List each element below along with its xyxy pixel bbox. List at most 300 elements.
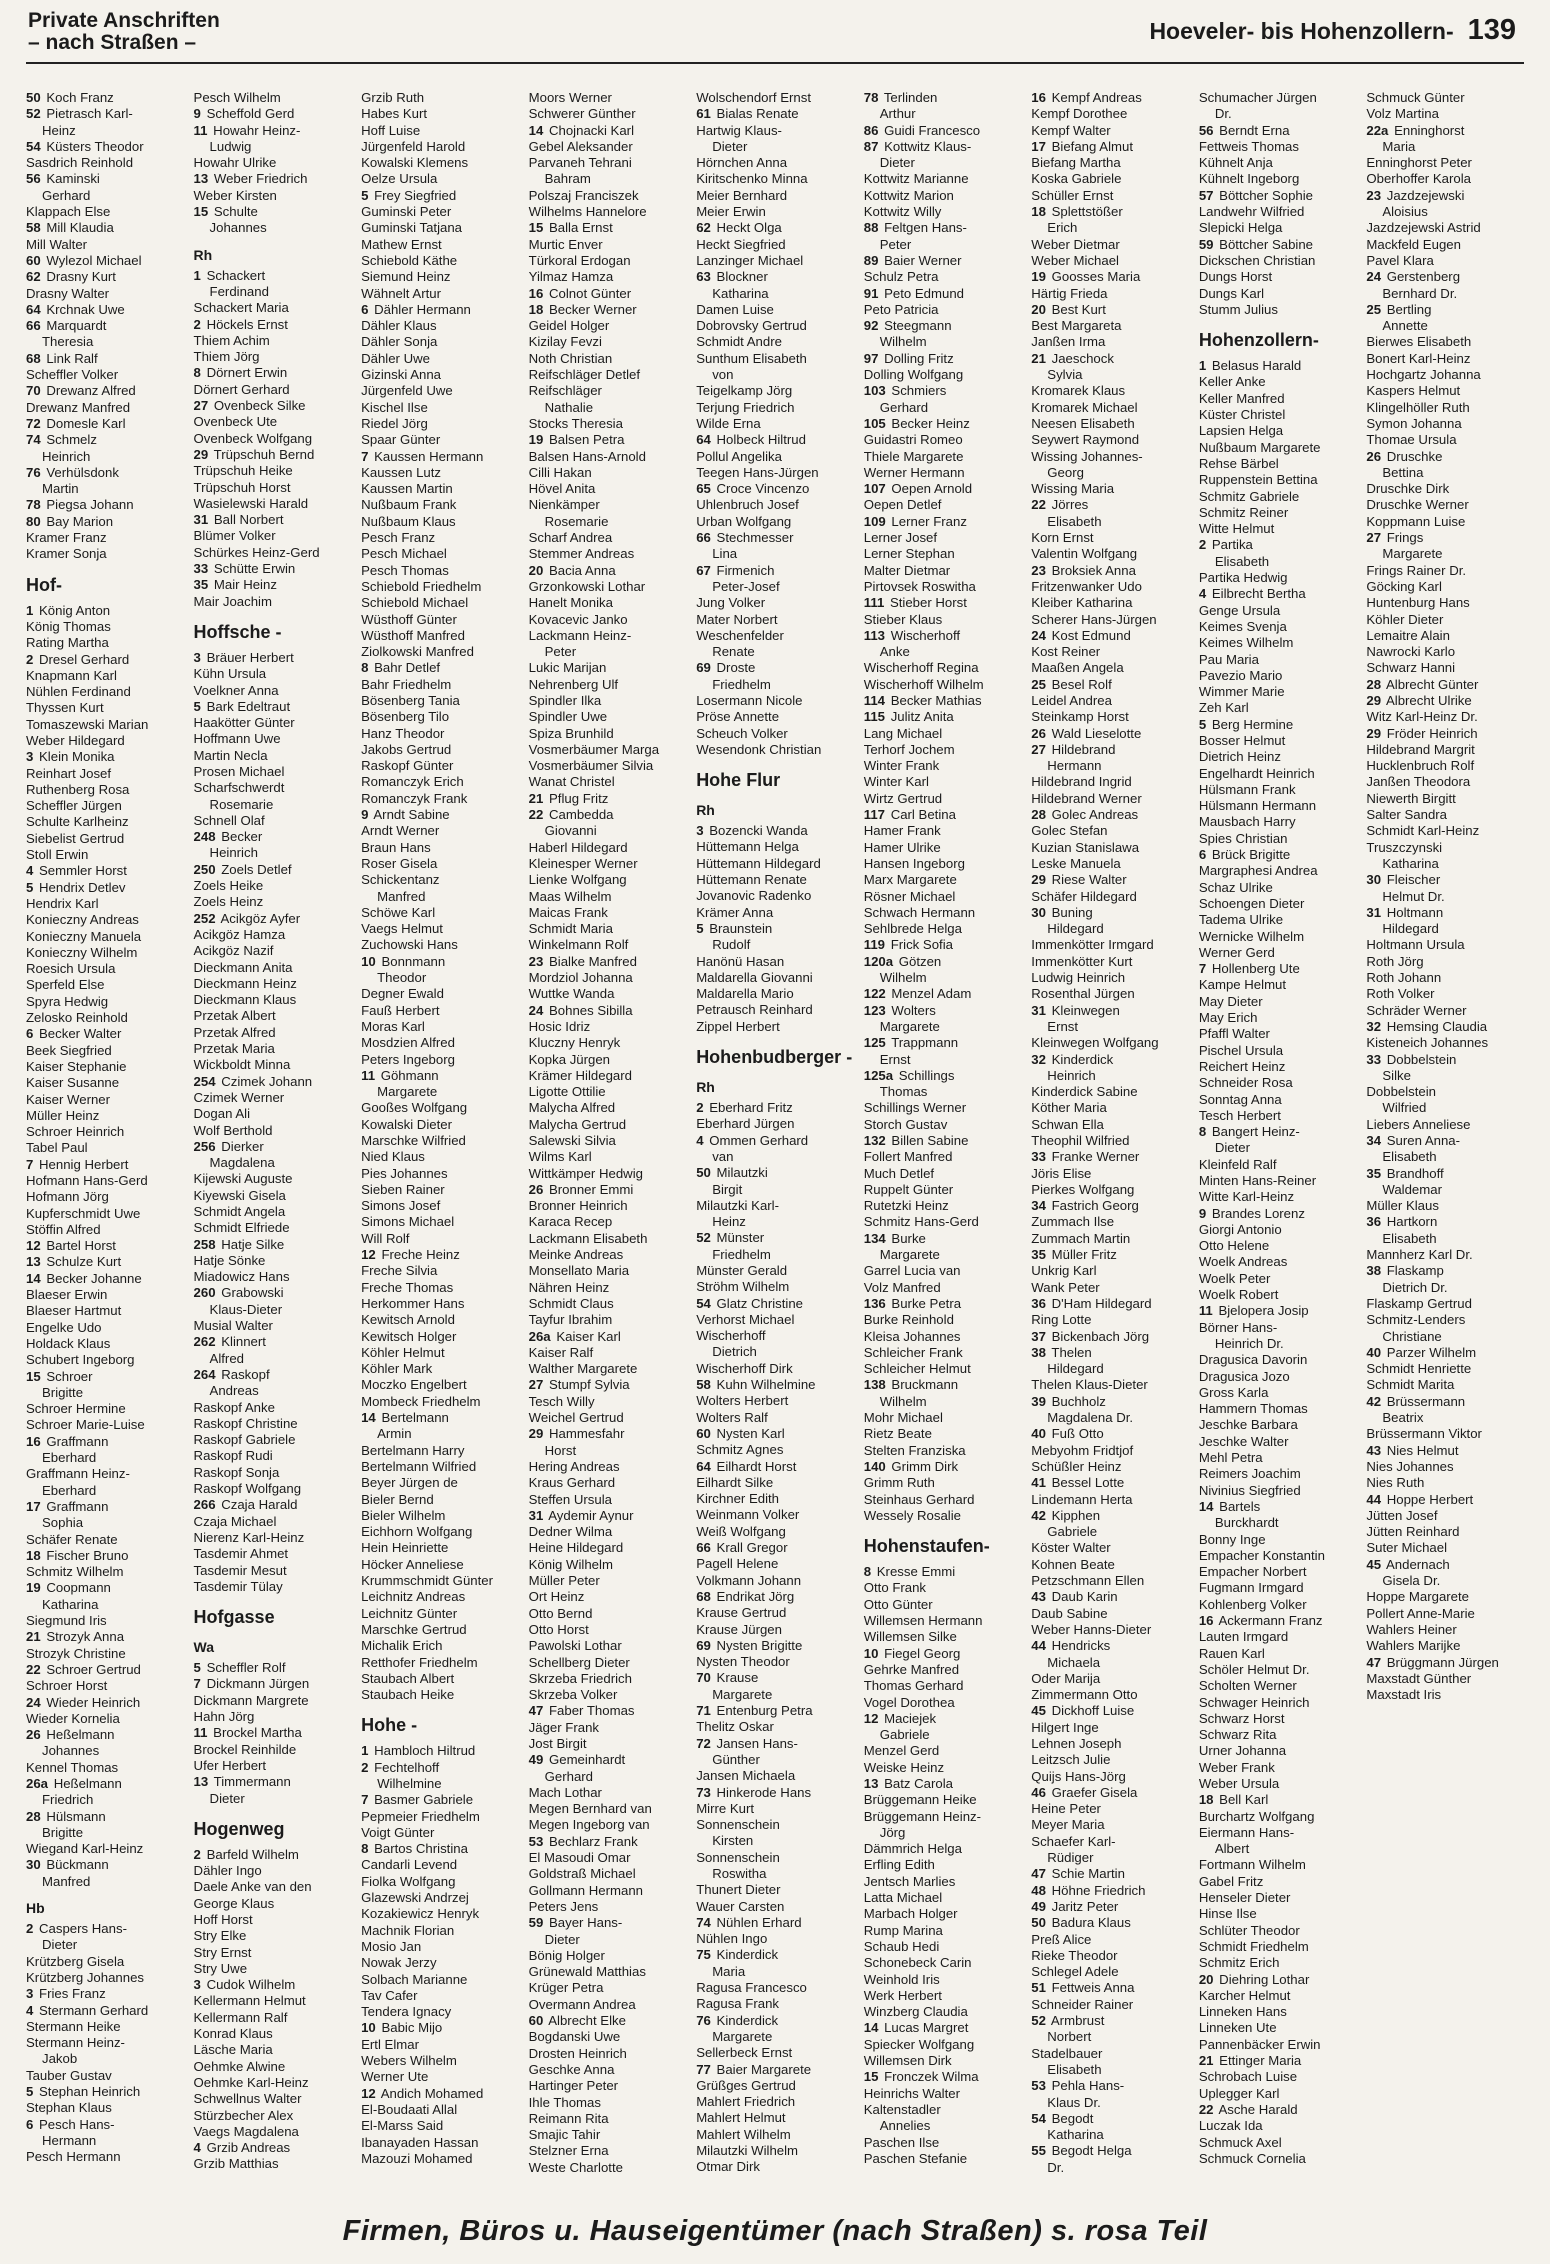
resident-name: Wilms Karl bbox=[528, 1149, 592, 1165]
resident-name: Schmiers bbox=[891, 383, 947, 399]
house-number: 250 bbox=[193, 861, 216, 877]
resident-name: Schmitz Hans-Gerd bbox=[863, 1214, 979, 1230]
listing-entry bbox=[1366, 1443, 1524, 1459]
resident-name: Glatz Christine bbox=[716, 1295, 804, 1311]
resident-name: Mill Walter bbox=[26, 236, 88, 252]
listing-entry bbox=[1199, 912, 1357, 928]
listing-continuation bbox=[26, 1792, 184, 1808]
resident-name: Coopmann bbox=[46, 1580, 111, 1596]
resident-name: Roth Johann bbox=[1366, 970, 1442, 986]
resident-name: Stieber Klaus bbox=[863, 611, 943, 627]
listing-entry bbox=[194, 106, 352, 122]
resident-name: Gizinski Anna bbox=[361, 367, 441, 383]
listing-entry bbox=[1199, 2151, 1357, 2167]
listing-entry bbox=[696, 1785, 854, 1801]
house-number: 8 bbox=[361, 1841, 369, 1857]
listing-entry bbox=[696, 1361, 854, 1377]
resident-name: Drasny Walter bbox=[26, 285, 110, 301]
house-number: 34 bbox=[1366, 1133, 1382, 1148]
listing-entry bbox=[529, 90, 687, 106]
listing-entry bbox=[529, 774, 687, 790]
resident-name: Wirtz Gertrud bbox=[863, 790, 943, 806]
listing-entry bbox=[696, 1459, 854, 1475]
listing-entry bbox=[1031, 2013, 1189, 2029]
listing-continuation bbox=[26, 188, 184, 204]
resident-name: Fleischer bbox=[1386, 872, 1441, 888]
resident-name: Gerhard bbox=[42, 187, 91, 203]
house-number: 5 bbox=[1198, 716, 1207, 732]
listing-continuation bbox=[864, 1052, 1022, 1068]
listing-entry bbox=[696, 481, 854, 497]
resident-name: Zummach Martin bbox=[1031, 1230, 1131, 1246]
house-number: 125 bbox=[863, 1035, 886, 1051]
resident-name: Bacia Anna bbox=[548, 562, 616, 578]
listing-entry bbox=[361, 1182, 519, 1198]
resident-name: Krützberg Gisela bbox=[26, 1953, 125, 1969]
resident-name: Margarete bbox=[1382, 546, 1443, 562]
resident-name: Ernst bbox=[1047, 1018, 1079, 1034]
resident-name: Grüßges Gertrud bbox=[696, 2077, 796, 2093]
listing-entry bbox=[26, 1369, 184, 1385]
house-number: 42 bbox=[1031, 1507, 1046, 1523]
resident-name: Lanzinger Michael bbox=[696, 252, 804, 268]
resident-name: Otto Helene bbox=[1198, 1238, 1270, 1254]
listing-entry bbox=[361, 1296, 519, 1312]
resident-name: Raskopf Wolfgang bbox=[193, 1481, 302, 1497]
listing-continuation bbox=[1366, 1573, 1524, 1589]
resident-name: Becker Mathias bbox=[890, 692, 982, 708]
listing-entry bbox=[194, 1123, 352, 1139]
resident-name: Schleicher Helmut bbox=[863, 1361, 971, 1377]
listing-entry bbox=[1366, 1133, 1524, 1149]
house-number: 75 bbox=[696, 1947, 711, 1963]
resident-name: Krall Gregor bbox=[716, 1540, 788, 1556]
listing-entry bbox=[1366, 253, 1524, 269]
resident-name: Malycha Alfred bbox=[528, 1100, 616, 1116]
resident-name: Kempf Andreas bbox=[1051, 90, 1142, 105]
resident-name: Volkmann Johann bbox=[696, 1572, 802, 1588]
listing-entry bbox=[529, 1655, 687, 1671]
resident-name: Werk Herbert bbox=[863, 1987, 942, 2003]
house-number: 109 bbox=[863, 513, 886, 529]
resident-name: Schmelz bbox=[46, 432, 97, 448]
listing-continuation bbox=[1031, 1655, 1189, 1671]
house-number: 54 bbox=[696, 1295, 711, 1311]
resident-name: Pierkes Wolfgang bbox=[1031, 1181, 1135, 1197]
listing-entry bbox=[1031, 302, 1189, 318]
listing-continuation bbox=[1199, 554, 1357, 570]
resident-name: Schmitz Reiner bbox=[1198, 504, 1289, 520]
listing-entry bbox=[194, 2042, 352, 2058]
resident-name: Wieder Kornelia bbox=[26, 1710, 120, 1726]
listing-entry bbox=[194, 1497, 352, 1513]
listing-entry bbox=[1031, 1312, 1189, 1328]
resident-name: Tayfur Ibrahim bbox=[528, 1312, 613, 1328]
listing-entry bbox=[529, 1198, 687, 1214]
house-number: 68 bbox=[696, 1588, 711, 1604]
resident-name: Hollenberg Ute bbox=[1211, 961, 1300, 977]
listing-entry bbox=[26, 1271, 184, 1287]
resident-name: Wickboldt Minna bbox=[193, 1057, 291, 1073]
resident-name: Börner Hans- bbox=[1198, 1319, 1278, 1335]
resident-name: Lackmann Elisabeth bbox=[528, 1230, 648, 1246]
listing-entry bbox=[529, 2078, 687, 2094]
resident-name: Schubert Ingeborg bbox=[26, 1352, 135, 1368]
resident-name: Heßelmann bbox=[53, 1775, 122, 1791]
resident-name: Acikgöz Nazif bbox=[193, 943, 274, 959]
resident-name: Kellermann Helmut bbox=[193, 1993, 306, 2009]
house-number: 20 bbox=[1198, 1971, 1214, 1987]
resident-name: Schackert Maria bbox=[193, 300, 289, 316]
listing-entry bbox=[1199, 1352, 1357, 1368]
house-number: 28 bbox=[1366, 676, 1382, 692]
listing-entry bbox=[194, 927, 352, 943]
resident-name: Biefang Martha bbox=[1031, 155, 1121, 171]
house-number: 26 bbox=[1031, 725, 1046, 741]
listing-entry bbox=[361, 563, 519, 579]
listing-entry bbox=[194, 1863, 352, 1879]
resident-name: Klappach Else bbox=[26, 204, 111, 220]
resident-name: Schlüter Theodor bbox=[1198, 1922, 1300, 1938]
house-number: 68 bbox=[26, 350, 41, 366]
resident-name: Lehnen Joseph bbox=[1031, 1735, 1122, 1751]
listing-entry bbox=[529, 1019, 687, 1035]
resident-name: Pesch Franz bbox=[361, 530, 436, 546]
house-number: 21 bbox=[1031, 350, 1046, 366]
listing-entry bbox=[529, 188, 687, 204]
resident-name: Brück Brigitte bbox=[1211, 847, 1291, 863]
resident-name: Brüggmann Jürgen bbox=[1386, 1654, 1499, 1670]
listing-entry bbox=[1366, 612, 1524, 628]
resident-name: Kennel Thomas bbox=[26, 1759, 119, 1775]
resident-name: Beatrix bbox=[1382, 1410, 1424, 1426]
resident-name: Wernicke Wilhelm bbox=[1198, 928, 1305, 944]
listing-entry bbox=[529, 1720, 687, 1736]
resident-name: Göcking Karl bbox=[1366, 578, 1442, 594]
resident-name: Meinke Andreas bbox=[528, 1247, 624, 1263]
resident-name: Hamer Ulrike bbox=[863, 839, 941, 855]
house-number: 20 bbox=[528, 562, 544, 578]
listing-entry bbox=[529, 1834, 687, 1850]
resident-name: Schroer Gertrud bbox=[46, 1661, 141, 1677]
listing-continuation bbox=[696, 1866, 854, 1882]
resident-name: Hoffmann Uwe bbox=[193, 731, 281, 747]
house-number: 50 bbox=[696, 1165, 711, 1181]
listing-entry bbox=[1031, 1377, 1189, 1393]
listing-entry bbox=[1031, 1752, 1189, 1768]
listing-continuation bbox=[1366, 1410, 1524, 1426]
listing-entry bbox=[864, 204, 1022, 220]
house-number: 15 bbox=[528, 220, 544, 236]
listing-entry bbox=[1031, 774, 1189, 790]
resident-name: Wank Peter bbox=[1031, 1279, 1100, 1295]
resident-name: Balla Ernst bbox=[548, 220, 613, 236]
house-number: 9 bbox=[1198, 1205, 1207, 1221]
resident-name: Roser Gisela bbox=[361, 855, 438, 871]
listing-entry bbox=[361, 546, 519, 562]
resident-name: Eichhorn Wolfgang bbox=[361, 1524, 473, 1540]
listing-entry bbox=[696, 1133, 854, 1149]
resident-name: Terhorf Jochem bbox=[863, 741, 955, 757]
listing-entry bbox=[1366, 677, 1524, 693]
listing-entry bbox=[1199, 1026, 1357, 1042]
resident-name: Scheffold Gerd bbox=[206, 106, 295, 122]
resident-name: Kaussen Hermann bbox=[374, 448, 484, 464]
resident-name: Korn Ernst bbox=[1031, 530, 1094, 546]
resident-name: Margarete bbox=[879, 1247, 940, 1263]
resident-name: Cilli Hakan bbox=[528, 464, 592, 480]
resident-name: Balsen Hans-Arnold bbox=[528, 448, 646, 464]
resident-name: Bräuer Herbert bbox=[206, 649, 294, 665]
resident-name: Keller Manfred bbox=[1198, 390, 1285, 406]
resident-name: Hochgartz Johanna bbox=[1366, 367, 1481, 383]
listing-continuation bbox=[26, 1597, 184, 1613]
listing-entry bbox=[529, 970, 687, 986]
street-heading: Hof- bbox=[26, 574, 62, 595]
listing-entry bbox=[864, 1955, 1022, 1971]
listing-continuation bbox=[26, 481, 184, 497]
resident-name: Flaskamp bbox=[1386, 1263, 1444, 1279]
listing-entry bbox=[864, 253, 1022, 269]
resident-name: Kottwitz Marianne bbox=[863, 171, 969, 187]
resident-name: Keimes Svenja bbox=[1198, 618, 1287, 634]
resident-name: Maas Wilhelm bbox=[528, 888, 612, 904]
resident-name: Ovenbeck Ute bbox=[193, 414, 278, 430]
resident-name: Schwarz Rita bbox=[1198, 1727, 1277, 1743]
listing-entry bbox=[864, 139, 1022, 155]
listing-entry bbox=[696, 2013, 854, 2029]
resident-name: Brüssermann bbox=[1386, 1393, 1466, 1409]
resident-name: Geschke Anna bbox=[528, 2061, 615, 2077]
listing-entry bbox=[864, 318, 1022, 334]
resident-name: Drewanz Manfred bbox=[26, 399, 131, 415]
resident-name: Ball Norbert bbox=[213, 512, 284, 528]
resident-name: Landwehr Wilfried bbox=[1198, 204, 1305, 220]
resident-name: Mackfeld Eugen bbox=[1366, 236, 1461, 252]
resident-name: Stephan Klaus bbox=[26, 2100, 112, 2116]
house-number: 47 bbox=[1366, 1654, 1382, 1670]
listing-entry bbox=[26, 929, 184, 945]
resident-name: Stocks Theresia bbox=[528, 415, 623, 431]
listing-continuation bbox=[1031, 1019, 1189, 1035]
resident-name: Graefer Gisela bbox=[1051, 1784, 1138, 1800]
resident-name: Much Detlef bbox=[863, 1165, 935, 1181]
resident-name: Fronczek Wilma bbox=[884, 2069, 979, 2085]
resident-name: Fritzenwanker Udo bbox=[1031, 578, 1142, 594]
house-number: 26a bbox=[528, 1328, 551, 1344]
listing-entry bbox=[1366, 334, 1524, 350]
listing-entry bbox=[864, 302, 1022, 318]
listing-entry bbox=[1366, 1084, 1524, 1100]
listing-entry bbox=[26, 318, 184, 334]
listing-entry bbox=[361, 90, 519, 106]
resident-name: Bozencki Wanda bbox=[709, 823, 808, 839]
resident-name: Hein Heinriette bbox=[361, 1540, 449, 1556]
listing-continuation bbox=[696, 1214, 854, 1230]
house-number: 66 bbox=[696, 530, 711, 546]
listing-entry bbox=[864, 2037, 1022, 2053]
listing-entry bbox=[1366, 1606, 1524, 1622]
listing-entry bbox=[194, 1758, 352, 1774]
listing-entry bbox=[1199, 1743, 1357, 1759]
house-number: 117 bbox=[863, 807, 886, 823]
resident-name: Hoff Horst bbox=[193, 1911, 253, 1927]
resident-name: Mehl Petra bbox=[1198, 1450, 1263, 1466]
listing-entry bbox=[1366, 1524, 1524, 1540]
resident-name: Wieder Heinrich bbox=[46, 1694, 141, 1710]
resident-name: Karaca Recep bbox=[528, 1214, 613, 1230]
listing-entry bbox=[696, 1230, 854, 1246]
house-number: 9 bbox=[193, 106, 201, 122]
listing-entry bbox=[864, 432, 1022, 448]
resident-name: Hammesfahr bbox=[548, 1426, 625, 1442]
resident-name: Latta Michael bbox=[863, 1890, 943, 1906]
resident-name: Mombeck Friedhelm bbox=[361, 1393, 481, 1409]
listing-entry bbox=[529, 1231, 687, 1247]
resident-name: Teigelkamp Jörg bbox=[696, 383, 793, 399]
resident-name: Thomae Ursula bbox=[1366, 432, 1457, 448]
listing-entry bbox=[361, 2053, 519, 2069]
resident-name: El-Boudaati Allal bbox=[361, 2101, 458, 2117]
resident-name: Eilbrecht Bertha bbox=[1211, 586, 1306, 602]
listing-entry bbox=[194, 1945, 352, 1961]
resident-name: Mebyohm Fridtjof bbox=[1031, 1442, 1134, 1458]
resident-name: Klaus Dr. bbox=[1047, 2094, 1101, 2110]
listing-entry bbox=[529, 1948, 687, 1964]
resident-name: Lauten Irmgard bbox=[1198, 1629, 1289, 1645]
house-number: 6 bbox=[1198, 847, 1207, 863]
listing-entry bbox=[529, 1345, 687, 1361]
listing-entry bbox=[26, 1776, 184, 1792]
resident-name: Holtmann bbox=[1386, 904, 1444, 920]
resident-name: Kaiser Susanne bbox=[26, 1075, 120, 1091]
resident-name: Kaussen Martin bbox=[361, 481, 453, 497]
resident-name: Hilgert Inge bbox=[1031, 1719, 1099, 1735]
listing-entry bbox=[361, 1557, 519, 1573]
listing-entry bbox=[529, 367, 687, 383]
listing-continuation bbox=[696, 644, 854, 660]
listing-entry bbox=[1031, 1296, 1189, 1312]
listing-entry bbox=[529, 1606, 687, 1622]
resident-name: Grzonkowski Lothar bbox=[528, 578, 646, 594]
listing-entry bbox=[696, 2159, 854, 2175]
listing-entry bbox=[361, 432, 519, 448]
resident-name: Schumacher Jürgen bbox=[1198, 90, 1317, 105]
resident-name: Köster Walter bbox=[1031, 1540, 1111, 1556]
resident-name: Schaub Hedi bbox=[863, 1938, 940, 1954]
listing-entry bbox=[1199, 1923, 1357, 1939]
listing-entry bbox=[1199, 1271, 1357, 1287]
house-number: 3 bbox=[26, 749, 34, 765]
resident-name: Thiele Margarete bbox=[863, 448, 964, 464]
listing-entry bbox=[1199, 2069, 1357, 2085]
listing-entry bbox=[1199, 1564, 1357, 1580]
resident-name: Nühlen Erhard bbox=[716, 1914, 802, 1930]
resident-name: Thunert Dieter bbox=[696, 1882, 781, 1898]
listing-entry bbox=[529, 106, 687, 122]
house-number: 3 bbox=[193, 1977, 201, 1993]
listing-entry bbox=[1366, 1052, 1524, 1068]
listing-entry bbox=[1199, 1157, 1357, 1173]
resident-name: Bohnes Sibilla bbox=[548, 1002, 633, 1018]
house-number: 37 bbox=[1031, 1328, 1046, 1344]
resident-name: Romanczyk Frank bbox=[361, 790, 468, 806]
listing-entry bbox=[864, 823, 1022, 839]
listing-entry bbox=[26, 896, 184, 912]
resident-name: Weber Ursula bbox=[1198, 1775, 1280, 1791]
resident-name: Uhlenbruch Josef bbox=[696, 497, 799, 513]
resident-name: Bonnmann bbox=[381, 953, 446, 969]
resident-name: Peter-Josef bbox=[712, 578, 780, 594]
resident-name: Ufer Herbert bbox=[193, 1757, 267, 1773]
house-number: 38 bbox=[1031, 1344, 1046, 1360]
listing-entry bbox=[194, 2026, 352, 2042]
resident-name: Thyssen Kurt bbox=[26, 700, 104, 716]
listing-entry bbox=[1366, 1166, 1524, 1182]
resident-name: Köhler Helmut bbox=[361, 1344, 445, 1360]
listing-continuation bbox=[1366, 1149, 1524, 1165]
resident-name: Guidi Francesco bbox=[884, 122, 981, 138]
listing-entry bbox=[696, 1589, 854, 1605]
listing-entry bbox=[1031, 546, 1189, 562]
listing-entry bbox=[26, 1287, 184, 1303]
resident-name: Roesich Ursula bbox=[26, 961, 116, 977]
street-range-header bbox=[1149, 14, 1516, 47]
listing-continuation bbox=[1031, 514, 1189, 530]
resident-name: Hildebrand bbox=[1051, 741, 1116, 757]
listing-entry bbox=[194, 748, 352, 764]
listing-entry bbox=[194, 2010, 352, 2026]
listing-continuation bbox=[194, 1351, 352, 1367]
listing-entry bbox=[26, 1401, 184, 1417]
listing-entry bbox=[1199, 814, 1357, 830]
resident-name: Fischer Bruno bbox=[46, 1547, 129, 1563]
listing-entry bbox=[26, 269, 184, 285]
resident-name: Entenburg Petra bbox=[716, 1703, 813, 1719]
listing-entry bbox=[696, 204, 854, 220]
listing-continuation bbox=[1366, 318, 1524, 334]
resident-name: Wüsthoff Günter bbox=[361, 611, 457, 627]
resident-name: Symon Johanna bbox=[1366, 415, 1462, 431]
resident-name: Mahlert Helmut bbox=[696, 2110, 786, 2126]
resident-name: Jansen Hans- bbox=[716, 1735, 798, 1751]
house-number: 2 bbox=[26, 651, 34, 667]
resident-name: Kresse Emmi bbox=[876, 1564, 956, 1580]
listing-entry bbox=[1031, 2078, 1189, 2094]
listing-entry bbox=[864, 1492, 1022, 1508]
resident-name: Faber Thomas bbox=[548, 1703, 635, 1719]
resident-name: Kovacevic Janko bbox=[528, 611, 628, 627]
resident-name: Jovanovic Radenko bbox=[696, 888, 812, 904]
house-number: 31 bbox=[193, 512, 209, 528]
resident-name: Schmitz Erich bbox=[1198, 1955, 1280, 1971]
house-number: 138 bbox=[863, 1377, 886, 1393]
house-number: 22 bbox=[1031, 497, 1046, 513]
resident-name: Heinrich bbox=[209, 845, 258, 861]
listing-entry bbox=[361, 400, 519, 416]
house-number: 18 bbox=[26, 1547, 41, 1563]
resident-name: Pawolski Lothar bbox=[528, 1638, 622, 1654]
listing-entry bbox=[1031, 90, 1189, 106]
listing-entry bbox=[529, 1638, 687, 1654]
resident-name: Guminski Peter bbox=[361, 204, 452, 220]
resident-name: Krummschmidt Günter bbox=[361, 1573, 494, 1589]
resident-name: Fastrich Georg bbox=[1051, 1198, 1139, 1214]
listing-entry bbox=[529, 2013, 687, 2029]
resident-name: Willemsen Hermann bbox=[863, 1613, 983, 1629]
listing-entry bbox=[26, 400, 184, 416]
listing-entry bbox=[26, 253, 184, 269]
